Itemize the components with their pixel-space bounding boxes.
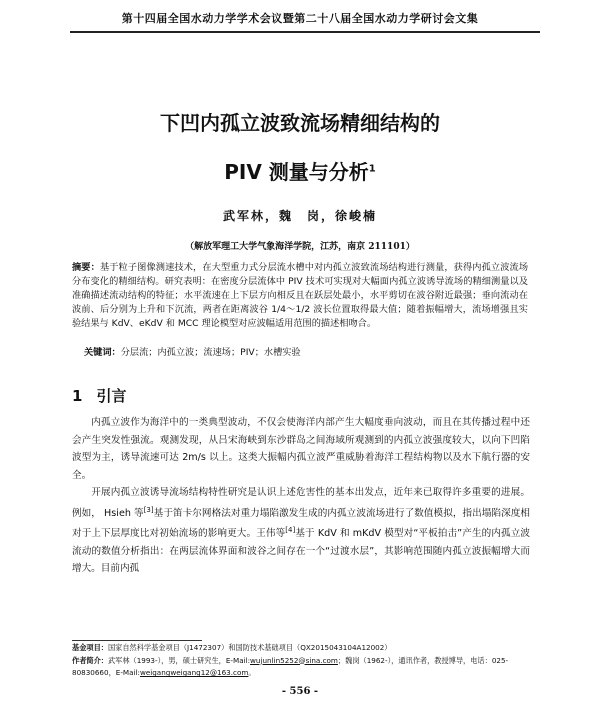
section-heading [72,385,126,406]
title-footnote-mark: 1 [368,163,376,175]
body-paragraph-2 [72,484,530,578]
abstract [72,261,528,331]
running-header: 第十四届全国水动力学学术会议暨第二十八届全国水动力学研讨会文集 [121,12,479,25]
email-link-1[interactable]: wujunlin5252@sina.com [250,655,338,665]
fund-label: 基金项目： [72,643,108,652]
body-paragraph-1: 内孤立波作为海洋中的一类典型波动，不仅会使海洋内部产生大幅度垂向波动，而且在其传播过程中还会产生突发性强流。观测发现，从吕宋海峡到东沙群岛之间海域所观测到的内孤立波强度较大，以向下凹陷波型为主，诱导流速可达 2m/s 以上。这类大振幅内孤立波严重威胁着海洋工程结构物以及水下航行器的安全。 [72,417,530,481]
keywords-text: 分层流；内孤立波；流速场；PIV；水槽实验 [120,347,301,358]
affiliation: （解放军理工大学气象海洋学院，江苏，南京 211101） [185,242,415,252]
fund-note [72,642,532,655]
author-text-2: ；魏岗（1962-），通讯作者，教授博导，电话： [337,655,492,665]
author-label: 作者简介： [72,655,108,665]
footnote-rule [72,640,202,641]
author-note [72,655,532,680]
email-label: ，E-Mail: [108,668,140,677]
citation-ref-4: [4] [285,526,296,535]
citation-ref-3: [3] [143,505,154,514]
body-text [72,414,530,578]
footnote-end: 。 [248,668,256,677]
paper-title-line2 [0,156,600,185]
abstract-label: 摘要： [72,262,100,273]
section-title: 引言 [96,387,127,405]
keywords [84,346,524,360]
page-number: - 556 - [281,686,319,697]
fund-text: 国家自然科学基金项目（J1472307）和国防技术基础项目（QX2015043104A12002） [107,643,392,652]
body-p2-part-b: 基于笛卡尔网格法对重力塌陷激发生成的内孤立波流场进行了数值模拟，指出塌陷深度相对于上下层厚度比对初始流场的影响更大。王伟等 [72,507,530,540]
body-p2-part-c: 基于 KdV 和 mKdV 模型对“平板拍击”产生的内孤立波流动的数值分析指出：在两层流体界面和波谷之间存在一个“过渡水层”，其影响范围随内孤立波振幅增大而增大。目前内孤 [72,528,531,575]
header-rule [70,31,540,33]
phone-number: 025-80830660 [72,655,509,677]
keywords-label: 关键词： [84,347,121,358]
email-link-2[interactable]: weigangweigang12@163.com [139,668,249,677]
author-text-1: 武军林（1993-），男，硕士研究生，E-Mail: [107,655,251,665]
footnotes [72,642,532,680]
paper-title-line2-text: PIV 测量与分析 [224,160,369,184]
abstract-text: 基于粒子图像测速技术，在大型重力式分层流水槽中对内孤立波致流场结构进行测量，获得内孤立波流场分布变化的精细结构。研究表明：在密度分层流体中 PIV 技术可实现对大幅面内孤立波诱导流场的精细测量以及准确描述流动结构的特征；水平流速在上下层方向相反且在跃层处最小，水平剪切在波谷附近最强；垂向流动在波前、后分别为上升和下沉流，两者在距离波谷 1/4～1/2 波长位置取得最大值；随着振幅增大，流场增强且实验结果与 KdV、eKdV 和 MCC 理论模型对应波幅适用范围的描述相吻合。 [72,262,529,329]
paper-title-line1: 下凹内孤立波致流场精细结构的 [160,111,440,135]
authors: 武军林，魏 岗，徐峻楠 [222,209,377,223]
body-p2-part-a: 开展内孤立波诱导流场结构特性研究是认识上述危害性的基本出发点，近年来已取得许多重要的进展。例如， Hsieh 等 [72,487,530,519]
section-number: 1 [72,387,83,405]
